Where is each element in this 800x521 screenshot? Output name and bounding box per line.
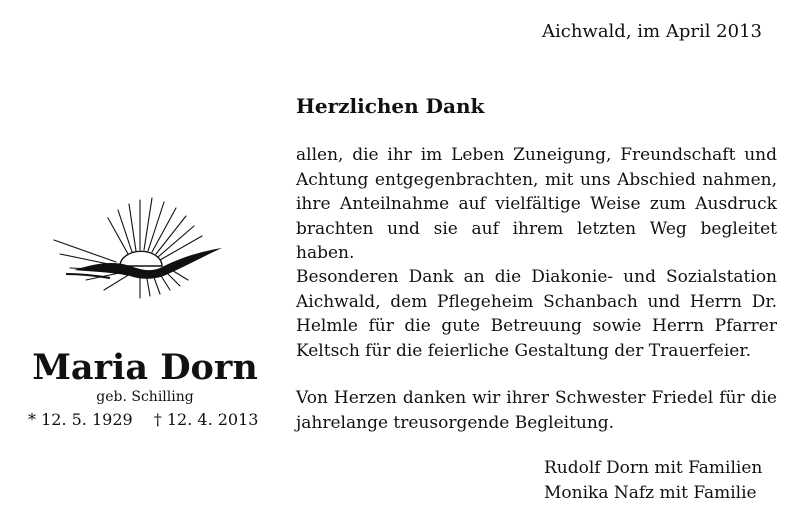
- deceased-name: Maria Dorn: [32, 347, 258, 388]
- life-dates: [28, 409, 268, 431]
- place-date: Aichwald, im April 2013: [541, 21, 762, 42]
- thanks-paragraph-2: Besonderen Dank an die Diakonie- und Sozialstation Aichwald, dem Pflegeheim Schanbach und Herrn Dr. Helmle für die gute Betreuung sowie Herrn Pfarrer Keltsch für die feierliche Gestaltung der Trauerfeier.: [296, 267, 777, 361]
- thanks-paragraph-1: allen, die ihr im Leben Zuneigung, Freundschaft und Achtung entgegenbrachten, mit uns Abschied nahmen, ihre Anteilnahme auf vielfältige Weise zum Ausdruck brachten und sie auf ihrem letzten Weg begleitet haben.: [296, 145, 777, 263]
- signature-line-1: Rudolf Dorn mit Familien: [544, 458, 763, 478]
- signature-line-2: Monika Nafz mit Familie: [544, 483, 757, 503]
- birth-date: * 12. 5. 1929: [28, 410, 133, 429]
- death-date: † 12. 4. 2013: [153, 410, 259, 429]
- bird-over-sun-icon: [46, 182, 226, 302]
- maiden-name: geb. Schilling: [96, 389, 194, 405]
- signatures: [544, 456, 762, 506]
- thanks-paragraph-3: Von Herzen danken wir ihrer Schwester Friedel für die jahrelange treusorgende Begleitung.: [296, 388, 777, 433]
- thanks-heading: Herzlichen Dank: [296, 94, 485, 118]
